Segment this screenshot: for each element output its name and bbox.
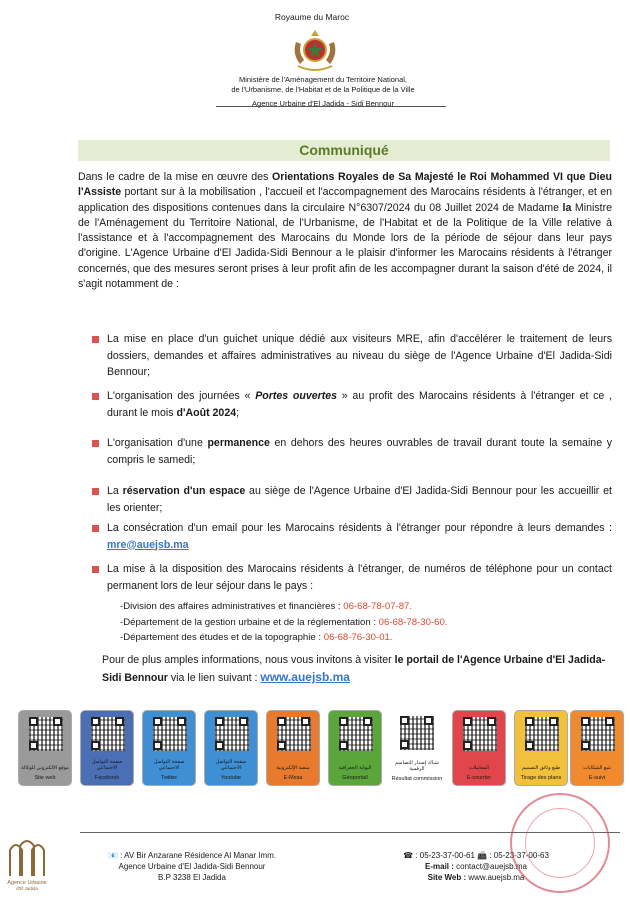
title-banner bbox=[78, 140, 610, 161]
qr-code-card[interactable] bbox=[266, 710, 320, 786]
closing-text-c: via le lien suivant : bbox=[167, 672, 261, 684]
bullet-6 bbox=[107, 561, 612, 594]
qr-label: Youtube bbox=[221, 775, 241, 781]
qr-code-card[interactable] bbox=[142, 710, 196, 786]
qr-label: E-suivi bbox=[588, 775, 606, 781]
qr-code-icon bbox=[339, 717, 373, 751]
contact-phone: 06-68-78-07-87. bbox=[343, 601, 413, 612]
bullet-2-text-c: » au profit des Marocains résidents à l'étranger et ce , durant le mois bbox=[107, 390, 613, 419]
footer-phone: ☎ : 05-23-37-00-61 📠 : 05-23-37-00-63 bbox=[403, 851, 549, 860]
qr-code-card[interactable] bbox=[514, 710, 568, 786]
bullet-2-italic: Portes ouvertes bbox=[255, 390, 338, 402]
footer-address bbox=[92, 850, 292, 883]
qr-label: Twitter bbox=[160, 775, 178, 781]
footer-email[interactable]: contact@auejsb.ma bbox=[456, 862, 527, 871]
bullet-1-text: La mise en place d'un guichet unique dédié aux visiteurs MRE, afin d'accélérer le traitement de leurs dossiers, demandes et affaires administratives au niveau du siège de l'Agence Urbaine d'El Jadida-Sidi Bennour; bbox=[107, 333, 612, 378]
bullet-6-text: La mise à la disposition des Marocains résidents à l'étranger, de numéros de téléphone pour un contact permanent lors de leur séjour dans le pays : bbox=[107, 563, 612, 592]
contact-list bbox=[120, 599, 447, 646]
bullet-3 bbox=[107, 435, 612, 468]
intro-text-1: Dans le cadre de la mise en œuvre des bbox=[78, 171, 272, 183]
qr-code-icon bbox=[463, 717, 497, 751]
qr-label: Géoportail bbox=[342, 775, 368, 781]
bullet-5-text: La consécration d'un email pour les Marocains résidents à l'étranger pour répondre à leurs demandes : bbox=[107, 522, 612, 534]
qr-code-icon bbox=[91, 717, 125, 751]
qr-code-card[interactable] bbox=[328, 710, 382, 786]
intro-text-3: Ministre de l'Aménagement du Territoire National, de l'Urbanisme, de l'Habitat et de la Politique de la Ville relative à l'assistance et à l'accompagnement des Marocains du Monde lors de la période de séjour dans leur pays d'origine. L'Agence Urbaine d'El Jadida-Sidi Bennour a le plaisir d'informer les Marocains résidents à l'étranger concernés, que des mesures seront prises à leur profit afin de les accompagner durant la saison d'été de 2024, il s'agit notamment de : bbox=[78, 201, 612, 291]
qr-arabic-label: موقع الالكتروني للوكالة bbox=[21, 765, 69, 771]
address-line-1: 📧 : AV Bir Anzarane Résidence Al Manar Imm. bbox=[107, 851, 277, 860]
qr-code-row bbox=[18, 710, 622, 790]
email-label: E-mail : bbox=[425, 862, 457, 871]
letterhead bbox=[0, 12, 630, 108]
qr-label: E-Mssa bbox=[283, 775, 303, 781]
ministry-line-1: Ministère de l'Aménagement du Territoire National, bbox=[238, 75, 408, 84]
bullet-2 bbox=[107, 388, 612, 421]
contact-item bbox=[120, 630, 447, 646]
website-link[interactable]: www.auejsb.ma bbox=[260, 670, 350, 684]
qr-arabic-label: البوابة الجغرافية bbox=[338, 765, 372, 771]
contact-item bbox=[120, 599, 447, 615]
qr-code-card[interactable] bbox=[18, 710, 72, 786]
logo-subtext: d'El Jadida bbox=[16, 886, 38, 891]
bullet-2-bold: d'Août 2024 bbox=[176, 406, 237, 419]
qr-arabic-label: المعاملات bbox=[468, 765, 490, 771]
qr-label: Résultat commission bbox=[391, 776, 443, 782]
web-label: Site Web : bbox=[427, 873, 469, 882]
qr-code-card[interactable] bbox=[390, 710, 444, 786]
qr-arabic-label: صفحة التواصل الاجتماعي bbox=[215, 759, 247, 771]
mre-email-link[interactable]: mre@auejsb.ma bbox=[107, 538, 189, 551]
intro-paragraph bbox=[78, 170, 612, 292]
qr-label: Facebook bbox=[94, 775, 120, 781]
bullet-3-bold: permanence bbox=[207, 437, 270, 449]
ministry-line-2: de l'Urbanisme, de l'Habitat et de la Politique de la Ville bbox=[231, 85, 415, 94]
qr-label: Tirage des plans bbox=[520, 775, 562, 781]
bullet-4-text-a: La bbox=[107, 485, 123, 497]
qr-code-card[interactable] bbox=[452, 710, 506, 786]
qr-code-icon bbox=[400, 716, 434, 750]
address-line-2: Agence Urbaine d'El Jadida-Sidi Bennour bbox=[118, 862, 266, 871]
closing-bold: le portail de l'Agence Urbaine d'El Jadida-Sidi Bennour bbox=[102, 654, 606, 684]
qr-arabic-label: منصة الإلكترونية bbox=[276, 765, 310, 771]
header-divider bbox=[216, 106, 446, 107]
bullet-3-text-c: en dehors des heures ouvrables de travail durant toute la semaine y compris le samedi; bbox=[107, 437, 612, 466]
contact-phone: 06-68-78-30-60. bbox=[378, 616, 448, 628]
contact-item bbox=[120, 615, 447, 631]
qr-code-card[interactable] bbox=[204, 710, 258, 786]
closing-text-a: Pour de plus amples informations, nous vous invitons à visiter bbox=[102, 654, 395, 666]
qr-arabic-label: صفحة التواصل الاجتماعي bbox=[91, 759, 123, 771]
intro-bold-2: la bbox=[562, 201, 572, 214]
qr-label: E-courrier bbox=[466, 775, 492, 781]
bullet-4-bold: réservation d'un espace bbox=[122, 485, 246, 497]
qr-code-icon bbox=[277, 717, 311, 751]
kingdom-title: Royaume du Maroc bbox=[274, 12, 350, 22]
qr-code-icon bbox=[215, 717, 249, 751]
closing-paragraph bbox=[102, 652, 616, 687]
qr-arabic-label: تتبع الشكايات bbox=[583, 765, 611, 771]
qr-code-icon bbox=[29, 717, 63, 751]
qr-code-icon bbox=[581, 717, 615, 751]
qr-arabic-label: شباك إصدار التصاميم الرقمية bbox=[395, 760, 439, 772]
contact-phone: 06-68-76-30-01. bbox=[323, 632, 393, 644]
bullet-3-text-a: L'organisation d'une bbox=[107, 437, 208, 449]
official-stamp-inner bbox=[525, 808, 595, 878]
qr-arabic-label: طبع وثائق التصميم bbox=[521, 765, 561, 771]
page-title: Communiqué bbox=[299, 142, 389, 158]
bullet-2-text-a: L'organisation des journées « bbox=[107, 390, 256, 402]
bullet-2-text-e: ; bbox=[236, 406, 240, 419]
qr-label: Site web bbox=[34, 775, 56, 781]
bullet-5 bbox=[107, 520, 612, 553]
address-line-3: B.P 3238 El Jadida bbox=[158, 873, 226, 882]
intro-text-2: portant sur à la mobilisation , l'accueil et l'accompagnement des Marocains résidents à l'étranger, et en application des dispositions contenues dans la circulaire N°6307/2024 du 08 Juillet 2024 de Madame bbox=[78, 186, 612, 214]
bullet-4 bbox=[107, 483, 612, 516]
footer-website[interactable]: www.auejsb.ma bbox=[468, 873, 525, 882]
contact-label: -Département de la gestion urbaine et de la réglementation : bbox=[120, 616, 379, 628]
intro-bold-1: Orientations Royales de Sa Majesté le Roi Mohammed VI que Dieu l'Assiste bbox=[78, 171, 612, 199]
logo-text: Agence Urbaine bbox=[7, 880, 47, 886]
contact-label: -Département des études et de la topographie : bbox=[120, 632, 324, 644]
qr-code-icon bbox=[525, 717, 559, 751]
agency-logo-icon bbox=[4, 836, 50, 892]
agency-name: Agence Urbaine d'El Jadida - Sidi Bennour bbox=[252, 99, 394, 108]
qr-code-card[interactable] bbox=[80, 710, 134, 786]
bullet-4-text-c: au siège de l'Agence Urbaine d'El Jadida-Sidi Bennour pour les accueillir et les orienter; bbox=[107, 485, 612, 514]
qr-code-card[interactable] bbox=[570, 710, 624, 786]
qr-code-icon bbox=[153, 717, 187, 751]
contact-label: -Division des affaires administratives et financières : bbox=[120, 601, 344, 612]
royal-emblem-icon bbox=[288, 28, 342, 72]
qr-arabic-label: صفحة التواصل الاجتماعي bbox=[153, 759, 185, 771]
bullet-1 bbox=[107, 331, 612, 381]
